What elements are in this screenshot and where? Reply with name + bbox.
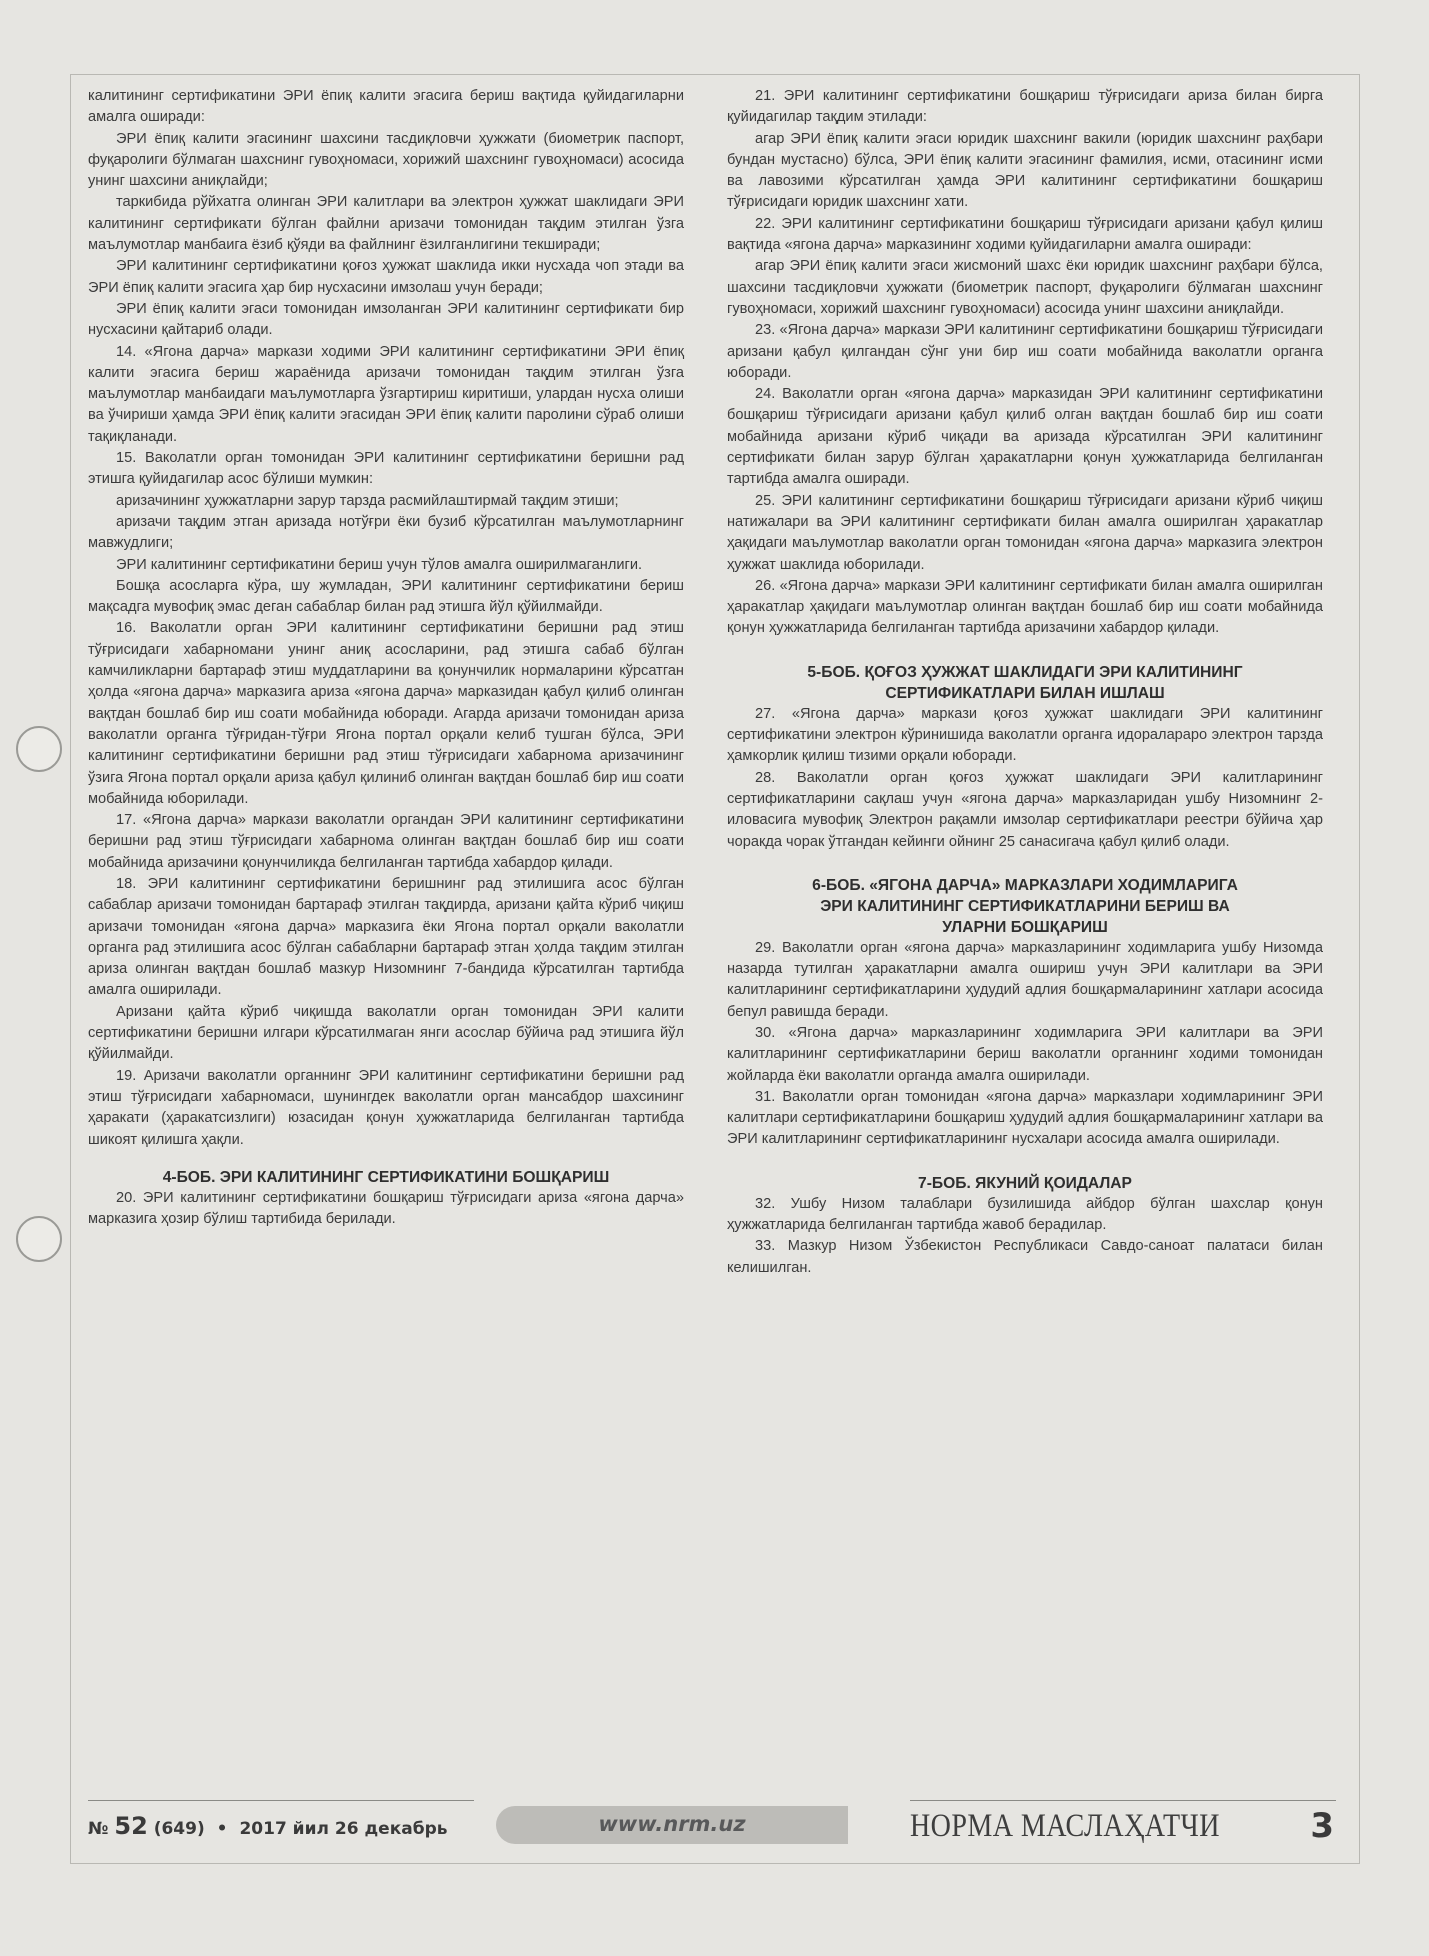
paragraph: 26. «Ягона дарча» маркази ЭРИ калитининг сертификати билан амалга оширилган ҳаракатлар ҳақидаги маълумотлар олинган вақтдан бошлаб бир иш соати мобайнида қонун ҳужжатларида белгиланган тартибда аризачини хабардор қилади. <box>727 577 1323 637</box>
paragraph: 28. Ваколатли орган қоғоз ҳужжат шаклидаги ЭРИ калитларининг сертификатларини сақлаш учун «ягона дарча» марказларидан ушбу Низомнинг 2-иловасига мувофиқ Электрон рақамли имзолар сертификатлари реестри бўйича ҳар чоракда чорак ўтгандан кейинги ойнинг 25 санасигача қабул қилиб олади. <box>727 769 1323 850</box>
paragraph: 33. Мазкур Низом Ўзбекистон Республикаси Савдо-саноат палатаси билан келишилган. <box>727 1238 1323 1276</box>
paragraph: таркибида рўйхатга олинган ЭРИ калитлари ва электрон ҳужжат шаклидаги ЭРИ калитининг сертификати бўлган файлни аризачи томонидан тақдим этилган ўзга маълумотлар манбаига ёзиб қўяди ва файлнинг ёзилганлигини текширади; <box>88 194 684 254</box>
punch-hole <box>16 726 62 772</box>
paragraph: агар ЭРИ ёпиқ калити эгаси юридик шахснинг вакили (юридик шахснинг раҳбари бундан мустасно) бўлса, ЭРИ ёпиқ калити эгасининг фамилия, исми, отасининг исми ва лавозими кўрсатилган ҳамда ЭРИ калитининг сертификатини бошқариш тўғрисидаги юридик шахснинг хати. <box>727 130 1323 211</box>
page-footer <box>88 1806 1336 1850</box>
paragraph: 18. ЭРИ калитининг сертификатини беришнинг рад этилишига асос бўлган сабаблар аризачи томонидан бартараф этилган тақдирда, аризани қайта кўриб чиқиш аризачи томонидан «ягона дарча» марказига ёки Ягона портал орқали ваколатли органга рад этилишига асос бўлган сабабларни бартараф этган ҳолда тақдим этилган ариза олинган вақтдан бошлаб мазкур Низомнинг 7-бандида кўрсатилган тартибда амалга оширилади. <box>88 875 684 999</box>
paragraph: 30. «Ягона дарча» марказларининг ходимларига ЭРИ калитлари ва ЭРИ калитларининг сертификатларини бериш ваколатли органнинг ходими томонидан жойларда ёки ваколатли органда амалга оширилади. <box>727 1024 1323 1084</box>
heading-line: 5-БОБ. ҚОҒОЗ ҲУЖЖАТ ШАКЛИДАГИ ЭРИ КАЛИТИНИНГ <box>807 663 1243 681</box>
chapter-7-heading: 7-БОБ. ЯКУНИЙ ҚОИДАЛАР <box>918 1174 1132 1192</box>
left-column <box>88 86 684 1230</box>
website-band <box>496 1806 848 1844</box>
paragraph: ЭРИ ёпиқ калити эгасининг шахсини тасдиқловчи ҳужжати (биометрик паспорт, фуқаролиги бўлмаган шахснинг гувоҳномаси, хорижий шахснинг гувоҳномаси) асосида унинг шахсини аниқлайди; <box>88 130 684 190</box>
paragraph: 16. Ваколатли орган ЭРИ калитининг сертификатини беришни рад этиш тўғрисидаги хабарномани унинг аниқ асосларини, рад этишга сабаб бўлган камчиликларни бартараф этиш муддатларини ва қонунчилик нормаларини кўрсатган ҳолда «ягона дарча» марказига ариза «ягона дарча» марказидан қабул қилиб олинган вақтдан бошлаб бир иш соати мобайнида юборади. Агарда аризачи томонидан ариза ваколатли органга тўғридан-тўғри Ягона портал орқали келиб тушган бўлса, ЭРИ калитининг сертификатини беришни рад этиш тўғрисидаги хабарнома аризачининг ўзига Ягона портал орқали ариза қабул қилиниб олинган вақтдан бошлаб бир иш соати мобайнида юборилади. <box>88 620 684 807</box>
chapter-4-heading: 4-БОБ. ЭРИ КАЛИТИНИНГ СЕРТИФИКАТИНИ БОШҚАРИШ <box>162 1168 610 1186</box>
paragraph: 20. ЭРИ калитининг сертификатини бошқариш тўғрисидаги ариза «ягона дарча» марказига ҳозир бўлиш тартибида берилади. <box>88 1189 684 1228</box>
heading-line: ЭРИ КАЛИТИНИНГ СЕРТИФИКАТЛАРИНИ БЕРИШ ВА <box>820 897 1230 915</box>
paragraph: 17. «Ягона дарча» маркази ваколатли органдан ЭРИ калитининг сертификатини беришни рад этиш тўғрисидаги хабарнома олинган вақтдан бошлаб бир иш соати мобайнида аризачини қонунчиликда белгиланган тартибда хабардор қилади. <box>88 812 684 871</box>
heading-line: УЛАРНИ БОШҚАРИШ <box>942 918 1108 936</box>
paragraph: агар ЭРИ ёпиқ калити эгаси жисмоний шахс ёки юридик шахснинг раҳбари бўлса, шахсини тасдиқловчи ҳужжати (биометрик паспорт, фуқаролиги бўлмаган шахснинг гувоҳномаси, хорижий шахснинг гувоҳномаси) асосида унинг шахсини аниқлайди. <box>727 258 1323 317</box>
footer-rule <box>88 1800 474 1801</box>
heading-line: 6-БОБ. «ЯГОНА ДАРЧА» МАРКАЗЛАРИ ХОДИМЛАРИГА <box>812 876 1238 894</box>
paragraph: 15. Ваколатли орган томонидан ЭРИ калитининг сертификатини беришни рад этишга қуйидагилар асос бўлиши мумкин: <box>88 450 684 488</box>
paragraph: 25. ЭРИ калитининг сертификатини бошқариш тўғрисидаги аризани кўриб чиқиш натижалари ва ЭРИ калитининг сертификати билан амалга оширилган ҳаракатлар ҳақидаги маълумотлар ваколатли орган томонидан «ягона дарча» марказига электрон ҳужжат шаклида юборилади. <box>727 492 1323 573</box>
page-number: 3 <box>1310 1806 1334 1846</box>
issue-total: (649) <box>153 1819 205 1839</box>
paragraph: аризачи тақдим этган аризада нотўғри ёки бузиб кўрсатилган маълумотларнинг мавжудлиги; <box>88 513 684 552</box>
paragraph: 27. «Ягона дарча» маркази қоғоз ҳужжат шаклидаги ЭРИ калитининг сертификатини электрон кўринишида ваколатли органга идоралараро электрон тарзда ҳамкорлик қилиш тизими орқали юборади. <box>727 705 1323 765</box>
paragraph: ЭРИ калитининг сертификатини бериш учун тўлов амалга оширилмаганлиги. <box>116 556 643 573</box>
paragraph: 32. Ушбу Низом талаблари бузилишида айбдор бўлган шахслар қонун ҳужжатларида белгиланган тартибда жавоб берадилар. <box>727 1195 1323 1234</box>
paragraph: 23. «Ягона дарча» маркази ЭРИ калитининг сертификатини бошқариш тўғрисидаги аризани қабул қилгандан сўнг уни бир иш соати мобайнида ваколатли органга юборади. <box>727 322 1323 381</box>
issue-info <box>88 1812 448 1840</box>
paragraph: 21. ЭРИ калитининг сертификатини бошқариш тўғрисидаги ариза билан бирга қуйидагилар тақдим этилади: <box>727 88 1323 126</box>
paragraph: ЭРИ калитининг сертификатини қоғоз ҳужжат шаклида икки нусхада чоп этади ва ЭРИ ёпиқ калити эгасига ҳар бир нусхасини имзолаш учун беради; <box>88 258 684 296</box>
chapter-5-heading <box>727 662 1323 704</box>
website-link[interactable]: www.nrm.uz <box>598 1812 746 1836</box>
punch-hole <box>16 1216 62 1262</box>
chapter-6-heading <box>727 875 1323 938</box>
paragraph: 24. Ваколатли орган «ягона дарча» марказидан ЭРИ калитининг сертификатини бошқариш тўғрисидаги аризани қабул қилиб олган вақтдан бошлаб бир иш соати мобайнида аризани кўриб чиқади ва аризада кўрсатилган ЭРИ калитининг сертификати билан зарур бўлган ҳаракатларни қонун ҳужжатларида белгиланган тартибда амалга оширади. <box>727 386 1323 488</box>
issue-prefix: № <box>88 1819 109 1839</box>
paragraph: Бошқа асосларга кўра, шу жумладан, ЭРИ калитининг сертификатини бериш мақсадга мувофиқ эмас деган сабаблар билан рад этишга йўл қўйилмайди. <box>88 577 684 616</box>
paragraph: аризачининг ҳужжатларни зарур тарзда расмийлаштирмай тақдим этиши; <box>116 492 619 509</box>
paragraph: 29. Ваколатли орган «ягона дарча» марказларининг ходимларига ушбу Низомда назарда тутилган ҳаракатларни амалга ошириш учун ЭРИ калитлари ва ЭРИ калитларининг сертификатларини ҳудудий адлия бошқармаларининг хатлари асосида бепул равишда беради. <box>727 939 1323 1020</box>
paragraph: 22. ЭРИ калитининг сертификатини бошқариш тўғрисидаги аризани қабул қилиш вақтида «ягона дарча» марказининг ходими қуйидагиларни амалга оширади: <box>727 215 1323 254</box>
publication-title: НОРМА МАСЛАҲАТЧИ <box>910 1808 1220 1844</box>
issue-date: 2017 йил 26 декабрь <box>239 1819 448 1839</box>
footer-rule <box>910 1800 1336 1801</box>
paragraph: калитининг сертификатини ЭРИ ёпиқ калити эгасига бериш вақтида қуйидагиларни амалга оширади: <box>88 88 684 126</box>
issue-number: 52 <box>114 1812 148 1840</box>
paragraph: 31. Ваколатли орган томонидан «ягона дарча» марказлари ходимларининг ЭРИ калитлари сертификатларини бошқариш ҳудудий адлия бошқармаларининг хатлари ва ЭРИ калитларининг сертификатларининг нусхалари асосида амалга оширилади. <box>727 1088 1323 1148</box>
heading-line: СЕРТИФИКАТЛАРИ БИЛАН ИШЛАШ <box>885 684 1165 702</box>
paragraph: Аризани қайта кўриб чиқишда ваколатли орган томонидан ЭРИ калити сертификатини беришни илгари кўрсатилмаган янги асослар бўйича рад этишига йўл қўйилмайди. <box>88 1003 684 1063</box>
right-column <box>727 86 1323 1279</box>
paragraph: ЭРИ ёпиқ калити эгаси томонидан имзоланган ЭРИ калитининг сертификати бир нусхасини қайтариб олади. <box>88 300 684 339</box>
paragraph: 19. Аризачи ваколатли органнинг ЭРИ калитининг сертификатини беришни рад этиш тўғрисидаги хабарномаси, шунингдек ваколатли орган мансабдор шахсининг ҳаракати (ҳаракатсизлиги) юзасидан қонун ҳужжатларида белгиланган тартибда шикоят қилишга ҳақли. <box>88 1067 684 1148</box>
paragraph: 14. «Ягона дарча» маркази ходими ЭРИ калитининг сертификатини ЭРИ ёпиқ калити эгасига бериш жараёнида аризачи томонидан тақдим этилган ўзга маълумотлар манбаидаги маълумотларга ўзгартириш киритиши, улардан нусха олиши ва ўчириши ҳамда ЭРИ ёпиқ калити эгасидан ЭРИ ёпиқ калити паролини сўраб олиши тақиқланади. <box>88 343 684 445</box>
separator-bullet: • <box>216 1819 228 1839</box>
